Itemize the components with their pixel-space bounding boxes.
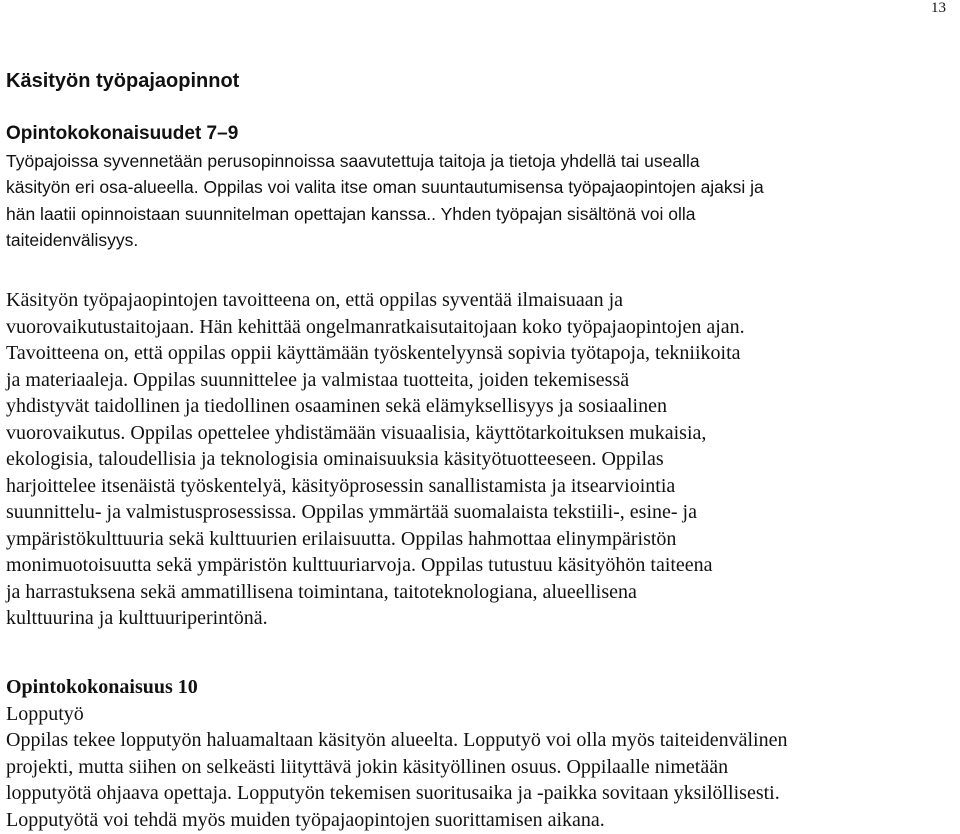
paragraph-line: suunnittelu- ja valmistusprosessissa. Oppilas ymmärtää suomalaista tekstiili-, esine- ja [6, 501, 697, 523]
paragraph-line: lopputyötä ohjaava opettaja. Lopputyön tekemisen suoritusaika ja -paikka sovitaan yksilöllisesti. [6, 782, 780, 804]
page-number: 13 [931, 0, 946, 16]
paragraph-line: monimuotoisuutta sekä ympäristön kulttuuriarvoja. Oppilas tutustuu käsityöhön taiteena [6, 554, 713, 576]
paragraph-line: Työpajoissa syvennetään perusopinnoissa saavutettuja taitoja ja tietoja yhdellä tai usealla [6, 150, 700, 171]
section-heading: Opintokokonaisuudet 7–9 [6, 123, 239, 144]
section-workshops [6, 121, 954, 254]
paragraph-line: ja materiaaleja. Oppilas suunnittelee ja valmistaa tuotteita, joiden tekemisessä [6, 368, 630, 391]
paragraph-line: hän laatii opinnoistaan suunnitelman opettajan kanssa.. Yhden työpajan sisältönä voi olla [6, 203, 696, 224]
paragraph-line: kulttuurina ja kulttuuriperintönä. [6, 607, 268, 629]
paragraph-line: Lopputyötä voi tehdä myös muiden työpajaopintojen suorittamisen aikana. [6, 808, 605, 831]
paragraph-line: projekti, mutta siihen on selkeästi liityttävä jokin käsityöllinen osuus. Oppilaalle nimetään [6, 755, 729, 778]
paragraph-line: ja harrastuksena sekä ammatillisena toimintana, taitoteknologiana, alueellisena [6, 580, 637, 603]
paragraph-line: ekologisia, taloudellisia ja teknologisia ominaisuuksia käsityötuotteeseen. Oppilas [6, 448, 664, 470]
paragraph-line: Oppilas tekee lopputyön haluamaltaan käsityön alueelta. Lopputyö voi olla myös taiteidenvälinen [6, 729, 788, 751]
paragraph-line: vuorovaikutus. Oppilas opettelee yhdistämään visuaalisia, käyttötarkoituksen mukaisia, [6, 421, 707, 444]
paragraph-line: Käsityön työpajaopintojen tavoitteena on, että oppilas syventää ilmaisuaan ja [6, 289, 624, 311]
paragraph-line: Tavoitteena on, että oppilas oppii käyttämään työskentelyynsä sopivia työtapoja, tekniikoita [6, 342, 741, 364]
page-title: Käsityön työpajaopinnot [6, 70, 240, 92]
paragraph-line: harjoittelee itsenäistä työskentelyä, käsityöprosessin sanallistamista ja itsearviointia [6, 474, 676, 497]
paragraph-line: yhdistyvät taidollinen ja tiedollinen osaaminen sekä elämyksellisyys ja sosiaalinen [6, 395, 667, 417]
section-subheading: Lopputyö [6, 702, 84, 725]
section-final-work [6, 674, 954, 833]
paragraph-line: ympäristökulttuuria sekä kulttuurien erilaisuutta. Oppilas hahmottaa elinympäristön [6, 527, 677, 550]
paragraph-line: käsityön eri osa-alueella. Oppilas voi valita itse oman suuntautumisensa työpajaopintojen ajaksi ja [6, 177, 764, 197]
paragraph-line: taiteidenvälisyys. [6, 230, 139, 250]
paragraph-line: vuorovaikutustaitojaan. Hän kehittää ongelmanratkaisutaitojaan koko työpajaopintojen ajan. [6, 315, 745, 338]
section-heading: Opintokokonaisuus 10 [6, 676, 198, 698]
section-goals [6, 287, 954, 632]
